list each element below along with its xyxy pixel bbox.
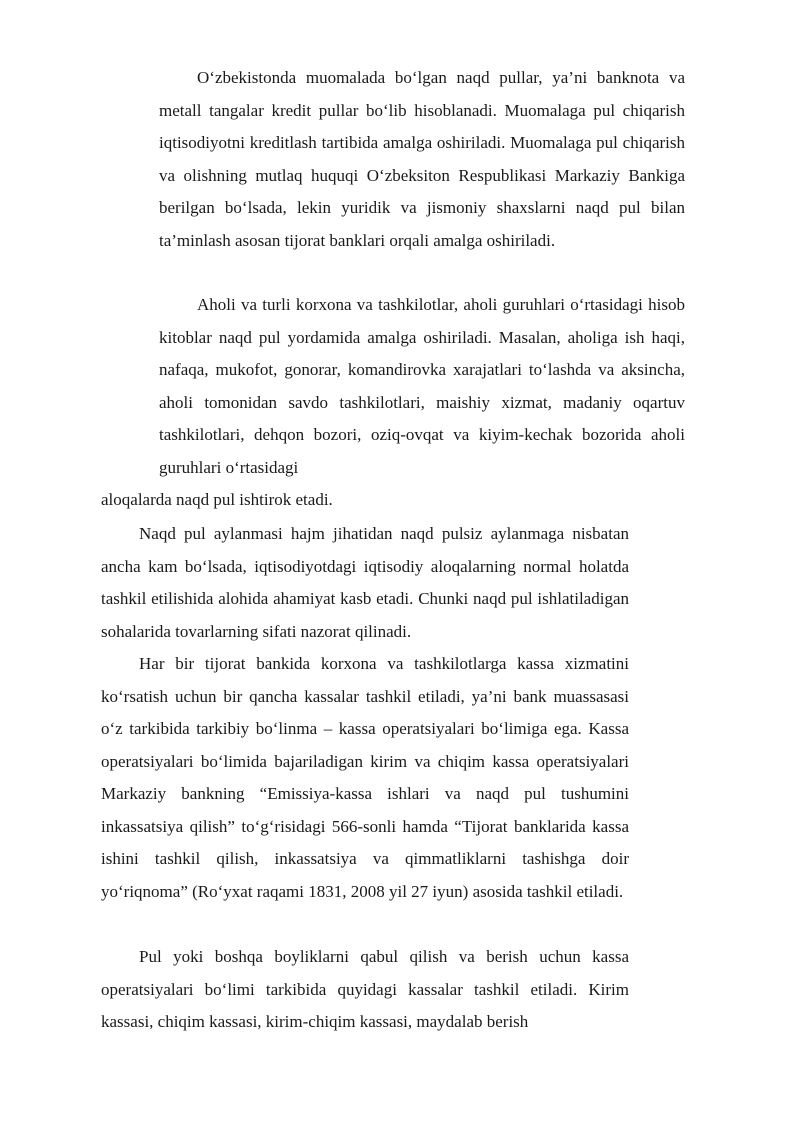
paragraph-text: Aholi va turli korxona va tashkilotlar, aholi guruhlari o‘rtasidagi hisob kitoblar naqd pul yordamida amalga oshiriladi. Masalan, aholiga ish haqi, nafaqa, mukofot, gonorar, komandirovka xarajatlari to‘lashda va aksincha, aholi tomonidan savdo tashkilotlari, maishiy xizmat, madaniy oqartuv tashkilotlari, dehqon bozori, oziq-ovqat va kiyim-kechak bozorida aholi guruhlari o‘rtasidagi [159, 295, 685, 477]
paragraph-cash-services [101, 648, 629, 908]
paragraph-cash-in-circulation [159, 62, 685, 257]
paragraph-text: Naqd pul aylanmasi hajm jihatidan naqd pulsiz aylanmaga nisbatan ancha kam bo‘lsada, iqtisodiyotdagi iqtisodiy aloqalarning normal holatda tashkil etilishida alohida ahamiyat kasb etadi. Chunki naqd pul ishlatiladigan sohalarida tovarlarning sifati nazorat qilinadi. [101, 524, 629, 641]
paragraph-population-settlements [159, 289, 685, 484]
paragraph-cash-desks [101, 941, 629, 1039]
paragraph-text: Pul yoki boshqa boyliklarni qabul qilish va berish uchun kassa operatsiyalari bo‘limi tarkibida quyidagi kassalar tashkil etiladi. Kirim kassasi, chiqim kassasi, kirim-chiqim kassasi, maydalab berish [101, 947, 629, 1031]
paragraph-continuation-line: aloqalarda naqd pul ishtirok etadi. [101, 490, 333, 509]
paragraph-text: Har bir tijorat bankida korxona va tashkilotlarga kassa xizmatini ko‘rsatish uchun bir qancha kassalar tashkil etiladi, ya’ni bank muassasasi o‘z tarkibida tarkibiy bo‘linma – kassa operatsiyalari bo‘limiga ega. Kassa operatsiyalari bo‘limida bajariladigan kirim va chiqim kassa operatsiyalari Markaziy bankning “Emissiya-kassa ishlari va naqd pul tushumini inkassatsiya qilish” to‘g‘risidagi 566-sonli hamda “Tijorat banklarida kassa ishini tashkil qilish, inkassatsiya va qimmatliklarni tashishga doir yo‘riqnoma” (Ro‘yxat raqami 1831, 2008 yil 27 iyun) asosida tashkil etiladi. [101, 654, 629, 901]
paragraph-text: O‘zbekistonda muomalada bo‘lgan naqd pullar, ya’ni banknota va metall tangalar kredit pullar bo‘lib hisoblanadi. Muomalaga pul chiqarish iqtisodiyotni kreditlash tartibida amalga oshiriladi. Muomalaga pul chiqarish va olishning mutlaq huquqi O‘zbeksiton Respublikasi Markaziy Bankiga berilgan bo‘lsada, lekin yuridik va jismoniy shaxslarni naqd pul bilan ta’minlash asosan tijorat banklari orqali amalga oshiriladi. [159, 68, 685, 250]
paragraph-cash-turnover [101, 518, 629, 648]
